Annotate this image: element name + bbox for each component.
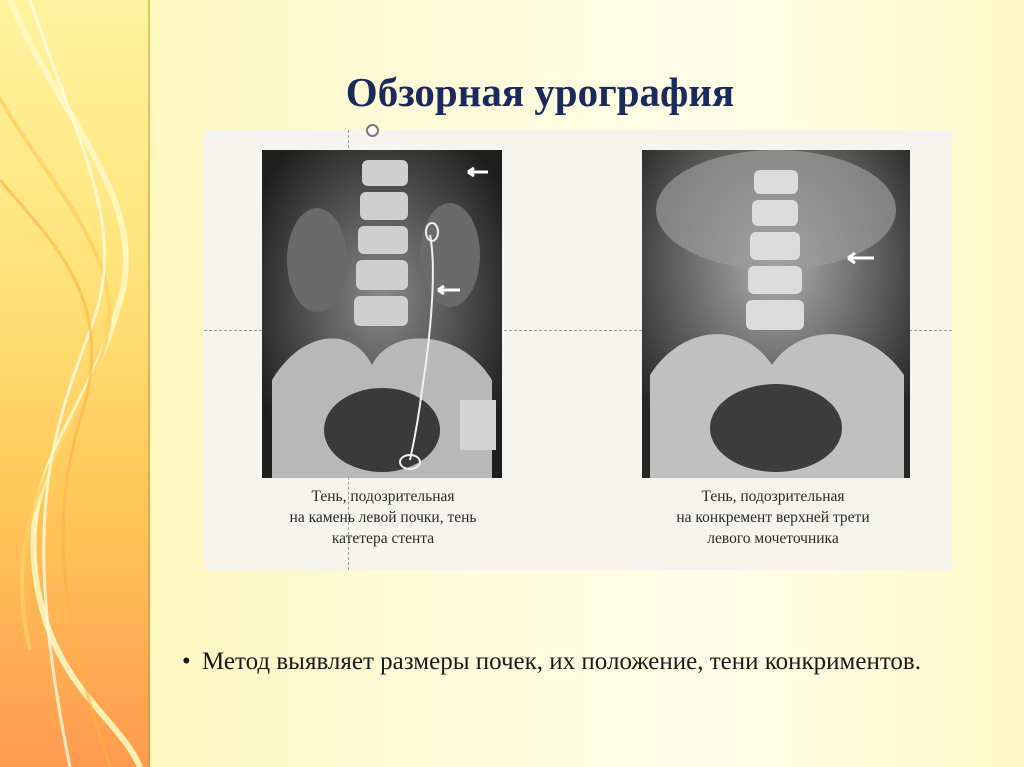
label-patch (460, 400, 496, 450)
caption-line: на камень левой почки, тень (289, 509, 477, 526)
xray-image-right (642, 150, 910, 478)
decorative-side-panel (0, 0, 150, 767)
figure-caption-left (244, 486, 522, 549)
caption-line: Тень, подозрительная (311, 488, 455, 505)
bullet-marker: • (182, 648, 191, 675)
bullet-text: Метод выявляет размеры почек, их положение, тени конкриментов. (202, 648, 921, 675)
caption-line: на конкремент верхней трети (676, 509, 870, 526)
slide-title: Обзорная урография (345, 69, 735, 115)
caption-line: Тень, подозрительная (701, 488, 845, 505)
binder-ring (366, 124, 379, 137)
vertical-divider (148, 0, 150, 767)
xray-image-left (262, 150, 502, 478)
bullet-point (182, 645, 982, 678)
figure-caption-right (618, 486, 928, 549)
swoosh-ornament (0, 0, 150, 767)
caption-line: катетера стента (331, 530, 435, 547)
right-kidney (287, 208, 347, 312)
caption-line: левого мочеточника (707, 530, 839, 547)
